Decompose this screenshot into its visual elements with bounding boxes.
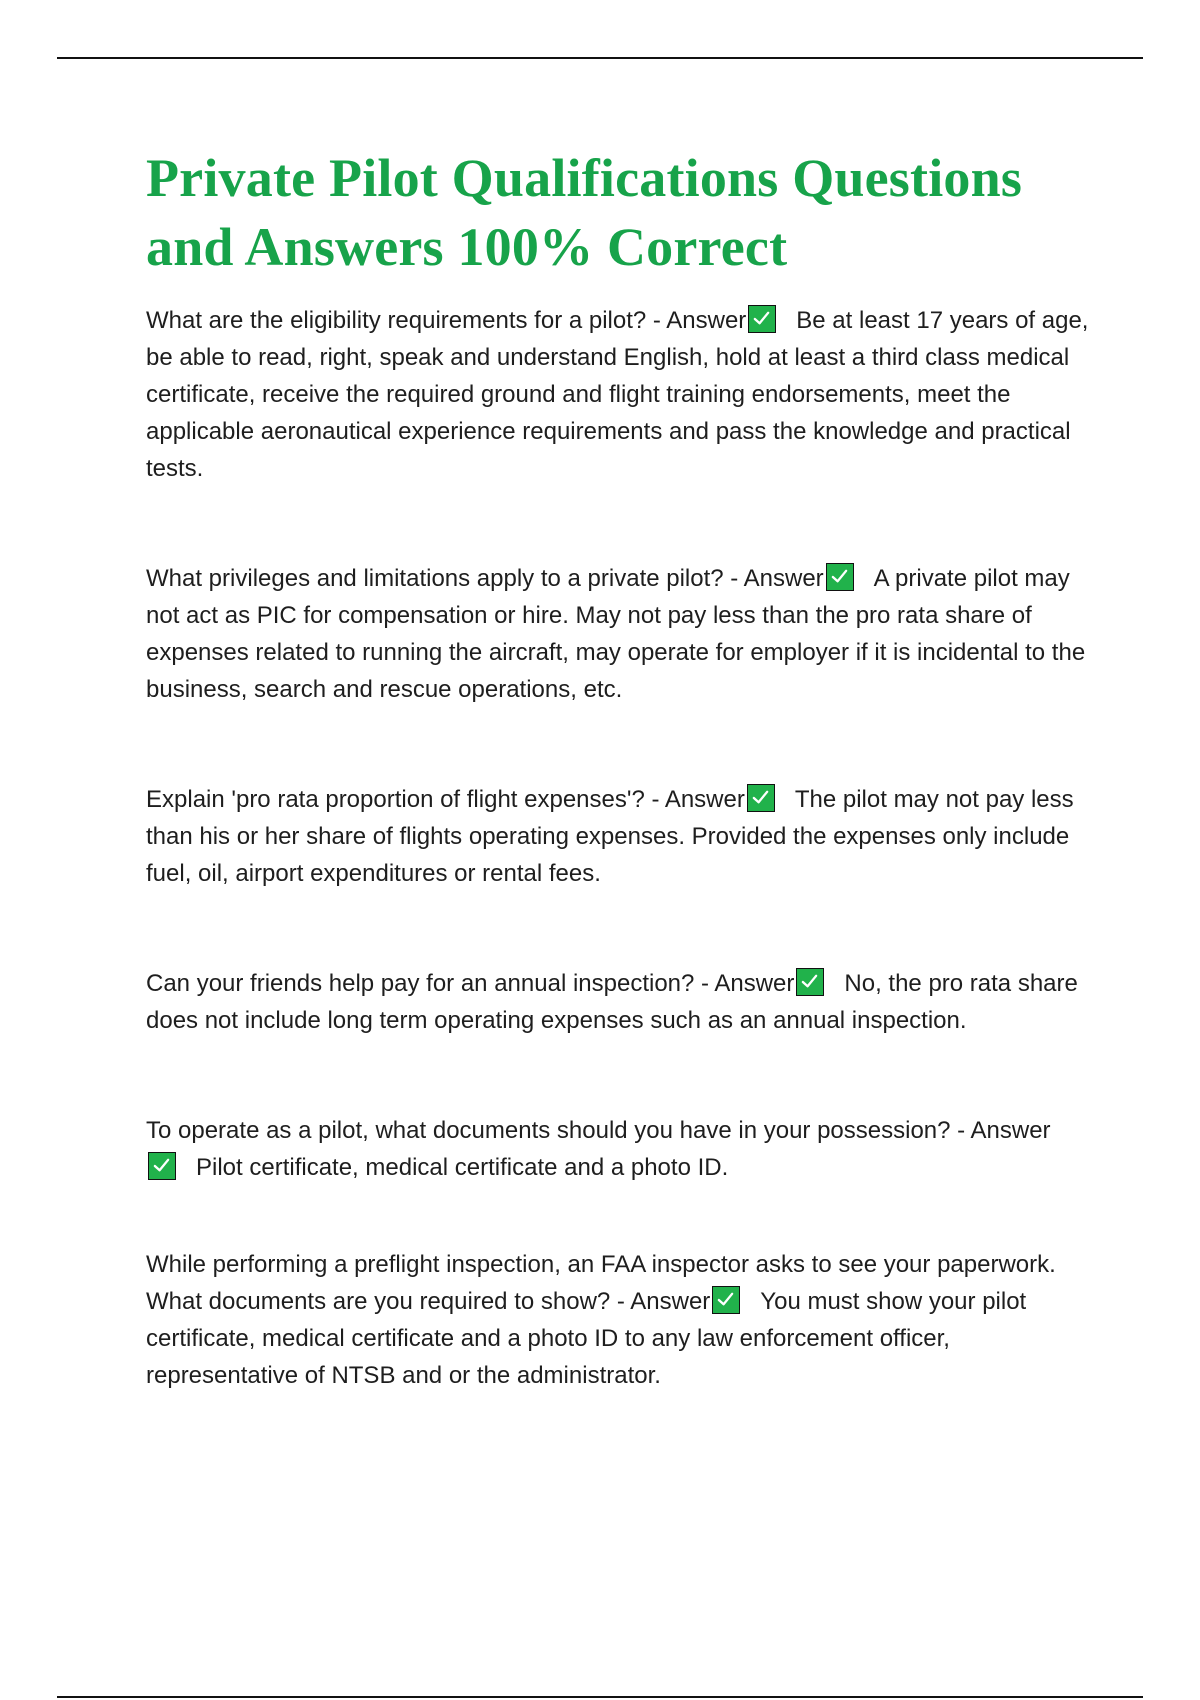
question-text: What are the eligibility requirements for a pilot? - bbox=[146, 307, 667, 334]
document-title: Private Pilot Qualifications Questions and Answers 100% Correct bbox=[146, 148, 1023, 277]
answer-text: Pilot certificate, medical certificate and a photo ID. bbox=[196, 1154, 729, 1181]
answer-label: Answer bbox=[714, 970, 795, 997]
question-text: While performing a preflight inspection, an FAA inspector asks to see your paperwork. What documents are you required to show? - bbox=[146, 1251, 1056, 1315]
checkmark-icon bbox=[748, 305, 776, 333]
question-text: What privileges and limitations apply to a private pilot? - bbox=[146, 565, 744, 592]
qa-item bbox=[146, 965, 1096, 1039]
qa-item bbox=[146, 781, 1096, 892]
answer-label: Answer bbox=[664, 786, 745, 813]
qa-item bbox=[146, 1246, 1096, 1394]
qa-item bbox=[146, 1112, 1096, 1186]
checkmark-icon bbox=[747, 784, 775, 812]
answer-label: Answer bbox=[666, 307, 747, 334]
question-text: Explain 'pro rata proportion of flight expenses'? - bbox=[146, 786, 665, 813]
answer-text: A private pilot may not act as PIC for compensation or hire. May not pay less than the pro rata share of expenses related to running the aircraft, may operate for employer if it is incidental to the business, search and rescue operations, etc. bbox=[146, 565, 1086, 703]
qa-item bbox=[146, 302, 1096, 487]
checkmark-icon bbox=[148, 1152, 176, 1180]
qa-item bbox=[146, 560, 1096, 708]
checkmark-icon bbox=[826, 563, 854, 591]
answer-label: Answer bbox=[743, 565, 824, 592]
checkmark-icon bbox=[712, 1286, 740, 1314]
answer-text: No, the pro rata share does not include long term operating expenses such as an annual inspection. bbox=[146, 970, 1078, 1034]
answer-text: Be at least 17 years of age, be able to read, right, speak and understand English, hold at least a third class medical certificate, receive the required ground and flight training endorsements, meet the applicable aeronautical experience requirements and pass the knowledge and practical tests. bbox=[146, 307, 1089, 482]
question-text: To operate as a pilot, what documents should you have in your possession? - bbox=[146, 1117, 971, 1144]
question-text: Can your friends help pay for an annual inspection? - bbox=[146, 970, 715, 997]
document-body bbox=[146, 144, 1096, 1467]
answer-text: The pilot may not pay less than his or her share of flights operating expenses. Provided the expenses only include fuel, oil, airport expenditures or rental fees. bbox=[146, 786, 1074, 887]
checkmark-icon bbox=[796, 968, 824, 996]
bottom-rule bbox=[57, 1696, 1143, 1698]
answer-text: You must show your pilot certificate, medical certificate and a photo ID to any law enforcement officer, representative of NTSB and or the administrator. bbox=[146, 1288, 1027, 1389]
answer-label: Answer bbox=[630, 1288, 711, 1315]
top-rule bbox=[57, 57, 1143, 59]
answer-label: Answer bbox=[970, 1117, 1051, 1144]
